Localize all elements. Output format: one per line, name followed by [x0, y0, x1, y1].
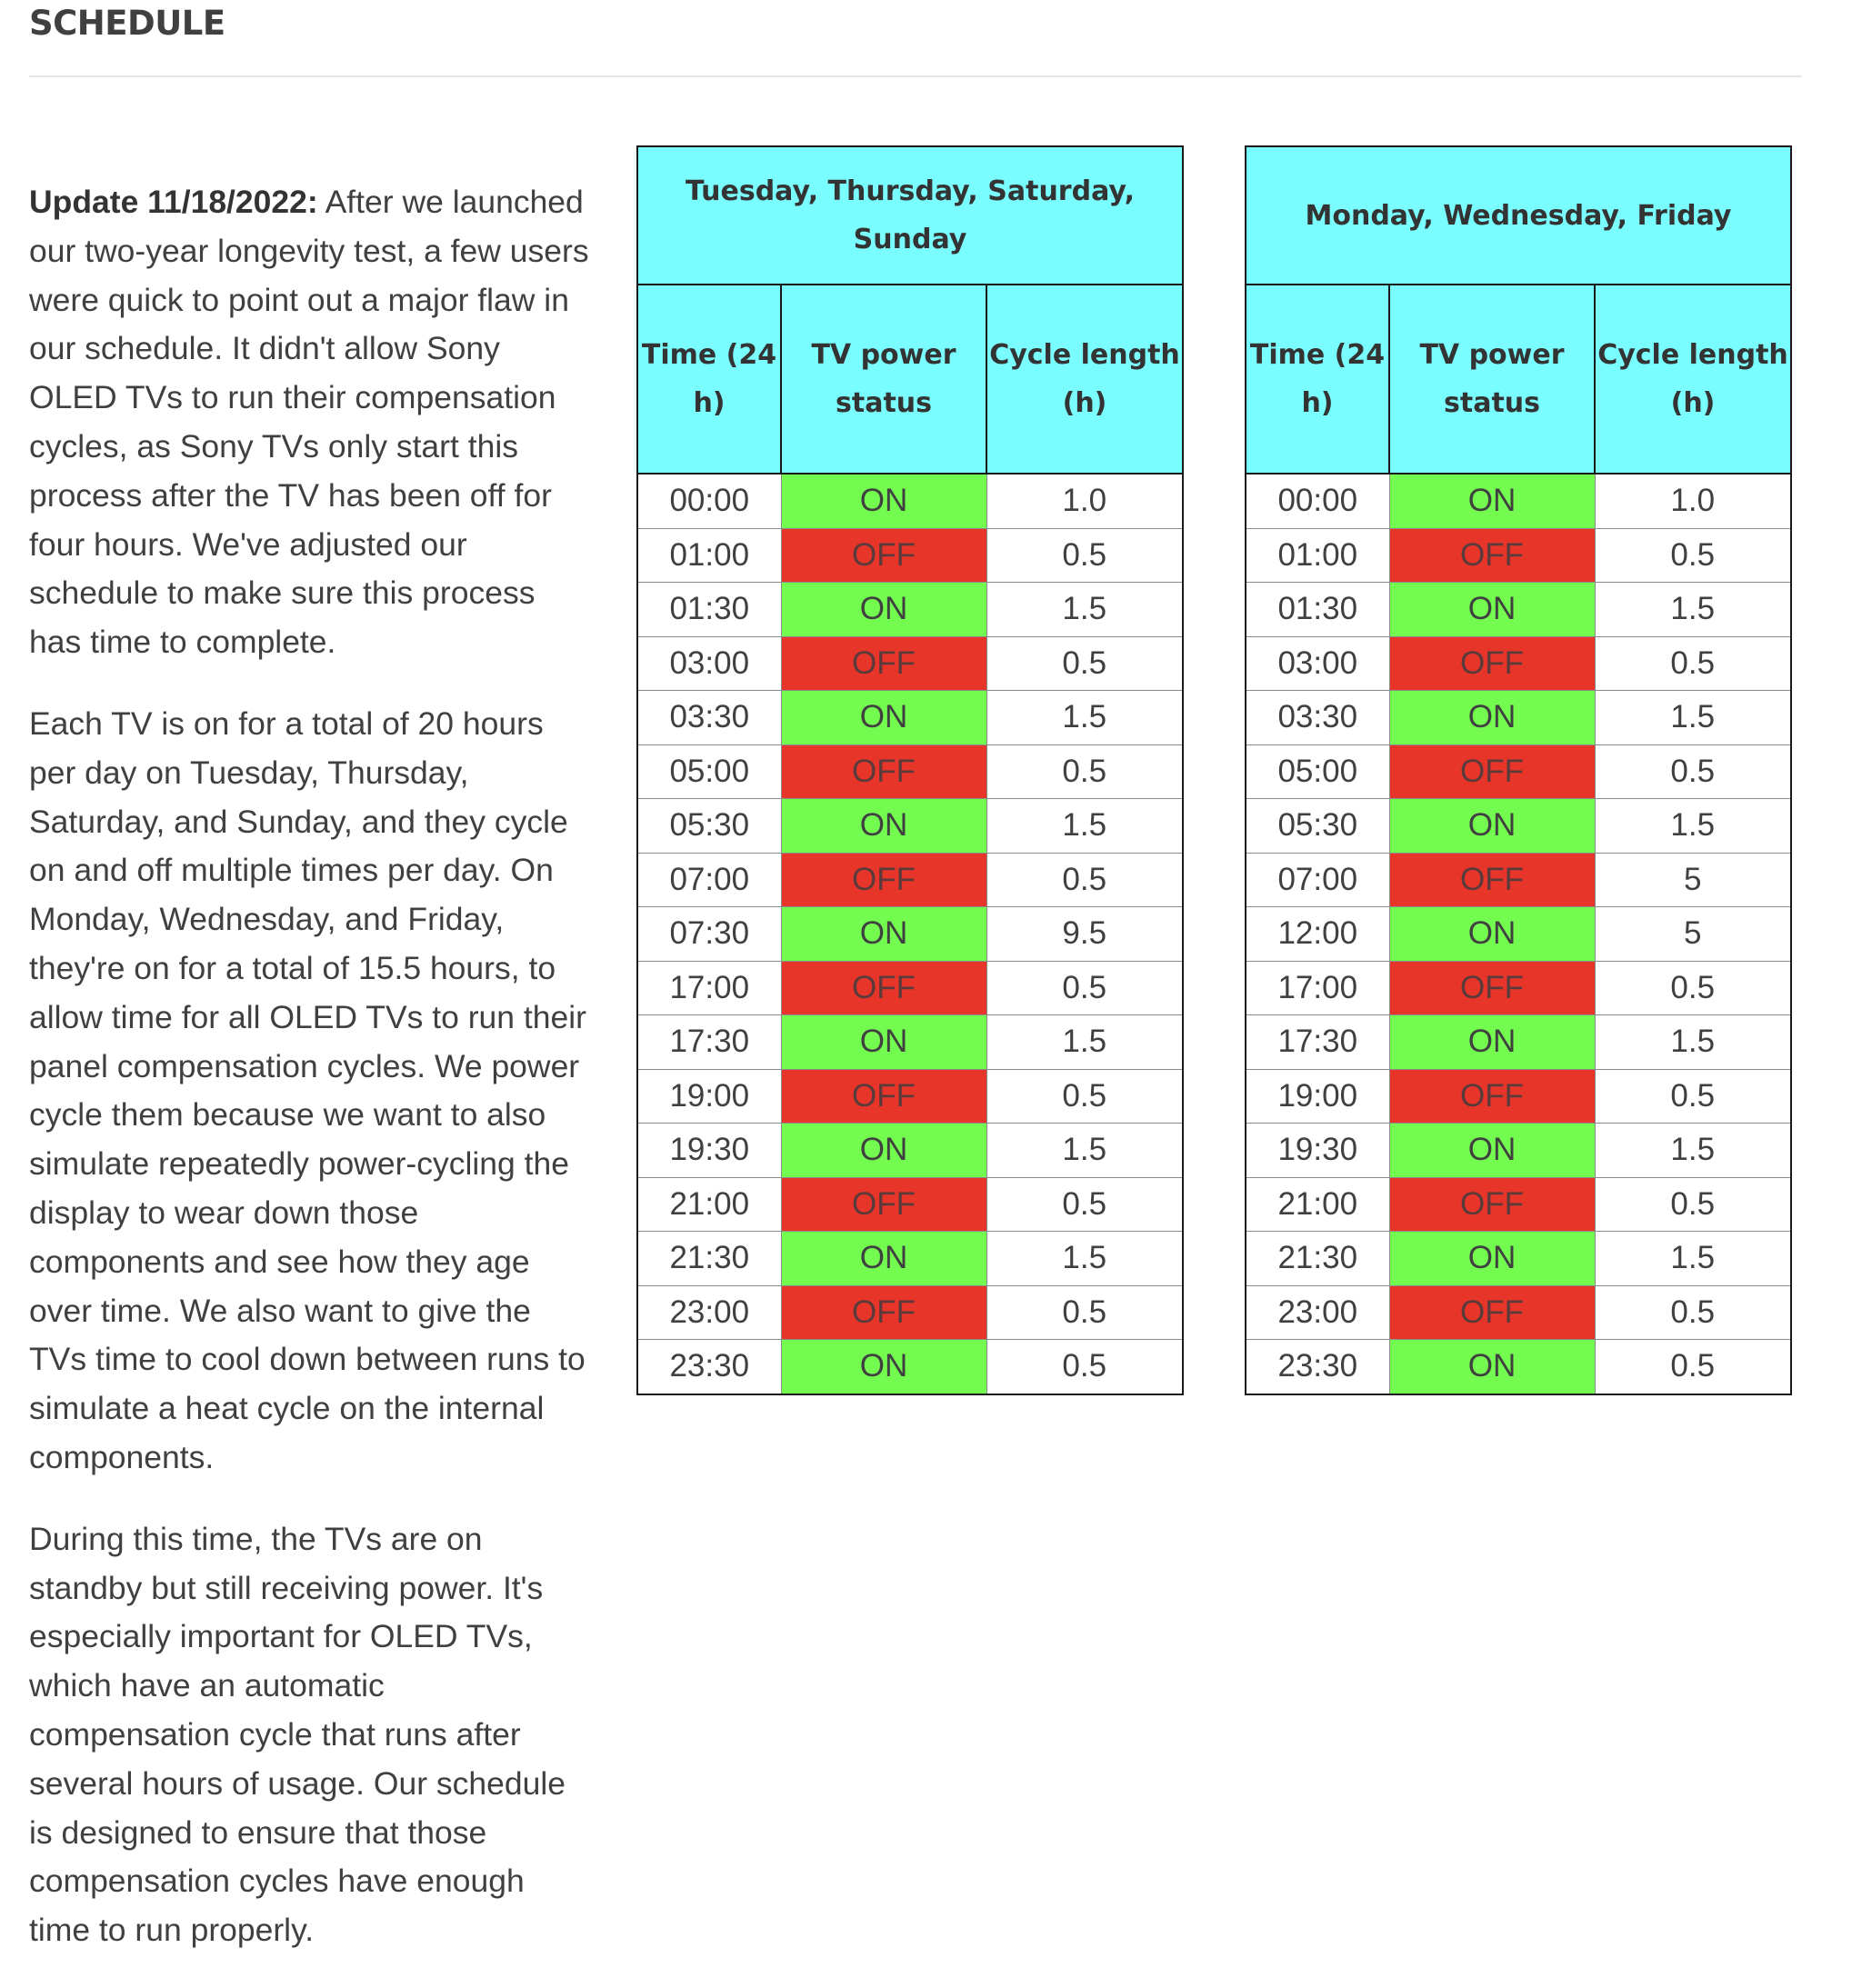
power-status-cell	[1389, 1124, 1595, 1178]
cycle-length-cell: 0.5	[986, 853, 1183, 907]
power-status-label: OFF	[852, 644, 916, 681]
table-row	[1246, 744, 1791, 799]
time-cell: 17:30	[637, 1015, 781, 1070]
table-row	[1246, 1124, 1791, 1178]
column-header-power-status: TV power status	[781, 285, 986, 474]
cycle-length-cell: 0.5	[986, 961, 1183, 1015]
power-status-label: ON	[1467, 1024, 1517, 1060]
time-cell: 07:00	[1246, 853, 1389, 907]
table-row	[637, 1177, 1183, 1232]
power-status-cell	[1389, 1177, 1595, 1232]
power-status-cell	[1389, 636, 1595, 691]
table-row	[637, 691, 1183, 745]
power-status-label: ON	[1467, 1240, 1517, 1276]
cycle-length-cell: 1.5	[986, 1232, 1183, 1286]
table-row	[1246, 1340, 1791, 1394]
table-day-title: Tuesday, Thursday, Saturday, Sunday	[637, 146, 1183, 285]
section-heading: SCHEDULE	[29, 4, 225, 43]
power-status-cell	[1389, 1015, 1595, 1070]
time-cell: 00:00	[1246, 474, 1389, 528]
cycle-length-cell: 1.5	[1595, 583, 1791, 637]
cycle-length-cell: 9.5	[986, 907, 1183, 962]
power-status-label: OFF	[1460, 969, 1524, 1005]
power-status-cell	[781, 691, 986, 745]
schedule-table-mon-wed-fri	[1245, 145, 1792, 1395]
time-cell: 23:00	[1246, 1285, 1389, 1340]
cycle-length-cell: 1.5	[1595, 1015, 1791, 1070]
power-status-label: ON	[1467, 915, 1517, 952]
update-label: Update 11/18/2022:	[29, 184, 318, 220]
heading-divider	[29, 75, 1802, 77]
power-status-cell	[1389, 474, 1595, 528]
time-cell: 19:30	[637, 1124, 781, 1178]
time-cell: 17:00	[637, 961, 781, 1015]
cycle-length-cell: 0.5	[1595, 961, 1791, 1015]
time-cell: 00:00	[637, 474, 781, 528]
power-status-cell	[1389, 1340, 1595, 1394]
table-row	[1246, 1232, 1791, 1286]
table-row	[637, 961, 1183, 1015]
cycle-length-cell: 0.5	[1595, 1069, 1791, 1124]
time-cell: 21:30	[637, 1232, 781, 1286]
power-status-cell	[781, 799, 986, 854]
time-cell: 21:00	[1246, 1177, 1389, 1232]
time-cell: 05:00	[637, 744, 781, 799]
cycle-length-cell: 0.5	[1595, 528, 1791, 583]
cycle-length-cell: 5	[1595, 907, 1791, 962]
standby-paragraph: During this time, the TVs are on standby but still receiving power. It's especially important for OLED TVs, which have an automatic compensation cycle that runs after several hours of usage. Our schedule is designed to ensure that those compensation cycles have enough time to run properly.	[29, 1520, 566, 1949]
table-row	[637, 907, 1183, 962]
column-header-cycle-length: Cycle length (h)	[1595, 285, 1791, 474]
power-status-cell	[1389, 691, 1595, 745]
cycle-length-cell: 0.5	[1595, 1285, 1791, 1340]
power-status-label: ON	[859, 1024, 908, 1060]
power-status-label: OFF	[1460, 1077, 1524, 1114]
table-row	[637, 1069, 1183, 1124]
table-row	[637, 1285, 1183, 1340]
power-status-cell	[781, 1069, 986, 1124]
schedule-table-tue-thu-sat-sun	[636, 145, 1184, 1395]
time-cell: 21:00	[637, 1177, 781, 1232]
power-status-cell	[1389, 799, 1595, 854]
column-header-cycle-length: Cycle length (h)	[986, 285, 1183, 474]
time-cell: 21:30	[1246, 1232, 1389, 1286]
table-row	[1246, 1285, 1791, 1340]
time-cell: 05:00	[1246, 744, 1389, 799]
time-cell: 01:00	[637, 528, 781, 583]
time-cell: 23:30	[1246, 1340, 1389, 1394]
power-status-cell	[781, 907, 986, 962]
power-status-cell	[781, 583, 986, 637]
column-header-time: Time (24 h)	[1246, 285, 1389, 474]
power-status-cell	[781, 961, 986, 1015]
power-status-cell	[1389, 961, 1595, 1015]
time-cell: 19:00	[637, 1069, 781, 1124]
power-status-cell	[781, 1232, 986, 1286]
cycle-length-cell: 1.0	[986, 474, 1183, 528]
cycle-length-cell: 1.5	[1595, 799, 1791, 854]
cycle-paragraph: Each TV is on for a total of 20 hours per day on Tuesday, Thursday, Saturday, and Sunday, and they cycle on and off multiple times per day. On Monday, Wednesday, and Friday, they're on for a total of 15.5 hours, to allow time for all OLED TVs to run their panel compensation cycles. We power cycle them because we want to also simulate repeatedly power-cycling the display to wear down those components and see how they age over time. We also want to give the TVs time to cool down between runs to simulate a heat cycle on the internal components.	[29, 704, 586, 1475]
cycle-length-cell: 1.5	[1595, 691, 1791, 745]
power-status-label: OFF	[1460, 1185, 1524, 1222]
power-status-cell	[1389, 1069, 1595, 1124]
power-status-cell	[781, 1015, 986, 1070]
table-row	[1246, 636, 1791, 691]
power-status-label: OFF	[1460, 536, 1524, 573]
cycle-length-cell: 1.0	[1595, 474, 1791, 528]
time-cell: 01:30	[1246, 583, 1389, 637]
table-row	[637, 528, 1183, 583]
table-row	[637, 1340, 1183, 1394]
power-status-label: OFF	[852, 969, 916, 1005]
power-status-cell	[781, 1177, 986, 1232]
table-row	[1246, 799, 1791, 854]
update-paragraph	[29, 178, 593, 667]
power-status-label: ON	[1467, 483, 1517, 519]
cycle-length-cell: 0.5	[986, 636, 1183, 691]
table-row	[637, 1015, 1183, 1070]
power-status-label: OFF	[1460, 644, 1524, 681]
cycle-length-cell: 0.5	[986, 1177, 1183, 1232]
power-status-label: OFF	[1460, 753, 1524, 789]
cycle-length-cell: 0.5	[986, 528, 1183, 583]
cycle-length-cell: 0.5	[986, 744, 1183, 799]
cycle-length-cell: 1.5	[1595, 1232, 1791, 1286]
power-status-cell	[781, 636, 986, 691]
article-text	[29, 178, 593, 1955]
power-status-label: ON	[859, 483, 908, 519]
time-cell: 19:00	[1246, 1069, 1389, 1124]
cycle-length-cell: 1.5	[986, 583, 1183, 637]
cycle-length-cell: 0.5	[986, 1340, 1183, 1394]
time-cell: 07:30	[637, 907, 781, 962]
power-status-label: OFF	[852, 536, 916, 573]
power-status-label: ON	[1467, 591, 1517, 627]
cycle-length-cell: 1.5	[1595, 1124, 1791, 1178]
table-row	[1246, 961, 1791, 1015]
time-cell: 12:00	[1246, 907, 1389, 962]
time-cell: 01:00	[1246, 528, 1389, 583]
table-row	[1246, 528, 1791, 583]
power-status-cell	[1389, 1285, 1595, 1340]
cycle-length-cell: 0.5	[986, 1285, 1183, 1340]
power-status-cell	[781, 853, 986, 907]
table-row	[637, 583, 1183, 637]
power-status-cell	[781, 1285, 986, 1340]
cycle-length-cell: 0.5	[986, 1069, 1183, 1124]
power-status-label: ON	[1467, 1132, 1517, 1168]
time-cell: 07:00	[637, 853, 781, 907]
column-header-power-status: TV power status	[1389, 285, 1595, 474]
power-status-label: ON	[859, 591, 908, 627]
table-row	[1246, 583, 1791, 637]
cycle-length-cell: 5	[1595, 853, 1791, 907]
time-cell: 03:00	[1246, 636, 1389, 691]
power-status-cell	[1389, 583, 1595, 637]
power-status-cell	[781, 744, 986, 799]
power-status-cell	[781, 528, 986, 583]
table-row	[637, 474, 1183, 528]
power-status-cell	[781, 1124, 986, 1178]
cycle-length-cell: 1.5	[986, 799, 1183, 854]
power-status-cell	[1389, 907, 1595, 962]
table-row	[1246, 907, 1791, 962]
time-cell: 01:30	[637, 583, 781, 637]
table-row	[1246, 1015, 1791, 1070]
table-row	[1246, 474, 1791, 528]
time-cell: 17:00	[1246, 961, 1389, 1015]
power-status-cell	[1389, 1232, 1595, 1286]
power-status-label: ON	[859, 915, 908, 952]
table-row	[637, 799, 1183, 854]
power-status-label: OFF	[1460, 861, 1524, 897]
table-row	[1246, 853, 1791, 907]
power-status-cell	[781, 474, 986, 528]
power-status-cell	[781, 1340, 986, 1394]
cycle-length-cell: 0.5	[1595, 1340, 1791, 1394]
power-status-label: ON	[859, 1348, 908, 1384]
table-day-title: Monday, Wednesday, Friday	[1246, 146, 1791, 285]
power-status-cell	[1389, 744, 1595, 799]
cycle-length-cell: 1.5	[986, 1015, 1183, 1070]
power-status-label: OFF	[852, 1077, 916, 1114]
table-row	[637, 1124, 1183, 1178]
power-status-label: OFF	[1460, 1294, 1524, 1330]
column-header-time: Time (24 h)	[637, 285, 781, 474]
power-status-label: ON	[859, 1240, 908, 1276]
power-status-label: ON	[859, 699, 908, 735]
table-row	[637, 853, 1183, 907]
cycle-length-cell: 0.5	[1595, 1177, 1791, 1232]
power-status-cell	[1389, 853, 1595, 907]
table-row	[637, 744, 1183, 799]
cycle-length-cell: 0.5	[1595, 744, 1791, 799]
table-row	[1246, 1069, 1791, 1124]
time-cell: 19:30	[1246, 1124, 1389, 1178]
power-status-label: ON	[859, 1132, 908, 1168]
time-cell: 05:30	[1246, 799, 1389, 854]
time-cell: 03:00	[637, 636, 781, 691]
cycle-length-cell: 1.5	[986, 1124, 1183, 1178]
table-row	[1246, 691, 1791, 745]
table-row	[1246, 1177, 1791, 1232]
power-status-label: OFF	[852, 1185, 916, 1222]
power-status-label: ON	[859, 807, 908, 844]
power-status-cell	[1389, 528, 1595, 583]
cycle-length-cell: 1.5	[986, 691, 1183, 745]
cycle-length-cell: 0.5	[1595, 636, 1791, 691]
power-status-label: OFF	[852, 1294, 916, 1330]
power-status-label: OFF	[852, 861, 916, 897]
update-text: After we launched our two-year longevity test, a few users were quick to point out a major flaw in our schedule. It didn't allow Sony OLED TVs to run their compensation cycles, as Sony TVs only start this process after the TV has been off for four hours. We've adjusted our schedule to make sure this process has time to complete.	[29, 184, 589, 661]
time-cell: 05:30	[637, 799, 781, 854]
table-row	[637, 636, 1183, 691]
time-cell: 23:00	[637, 1285, 781, 1340]
power-status-label: ON	[1467, 699, 1517, 735]
power-status-label: ON	[1467, 807, 1517, 844]
time-cell: 23:30	[637, 1340, 781, 1394]
power-status-label: OFF	[852, 753, 916, 789]
time-cell: 03:30	[637, 691, 781, 745]
power-status-label: ON	[1467, 1348, 1517, 1384]
time-cell: 17:30	[1246, 1015, 1389, 1070]
table-row	[637, 1232, 1183, 1286]
time-cell: 03:30	[1246, 691, 1389, 745]
